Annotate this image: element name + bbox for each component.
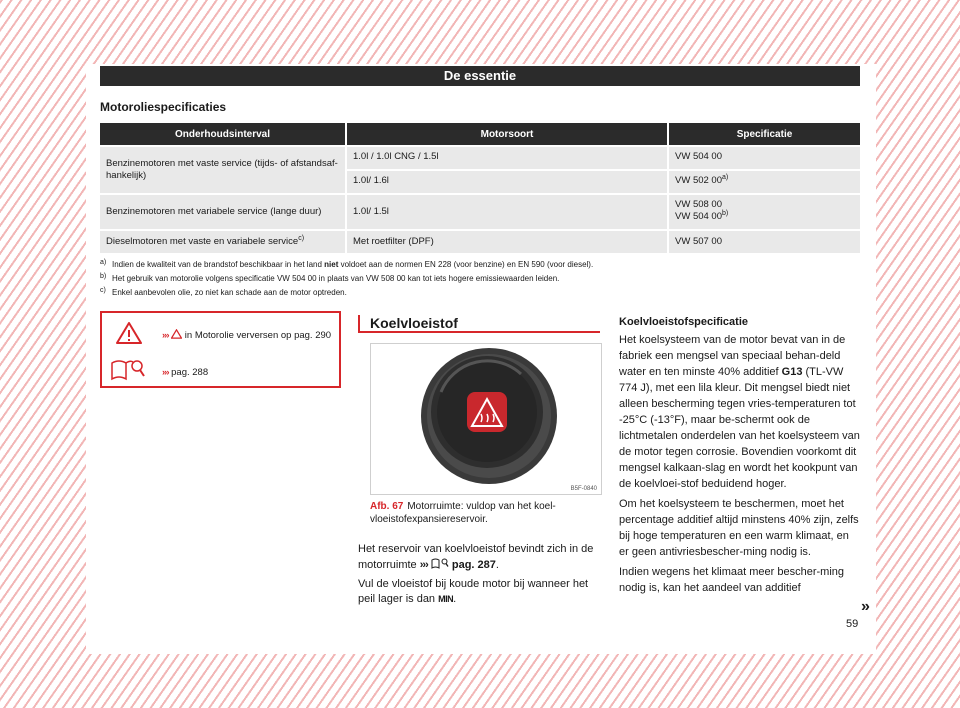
footnotes [100, 258, 860, 300]
footnote-mark: c) [100, 287, 106, 294]
figure-code: B5F-0840 [570, 486, 597, 492]
coolant-spec-section [619, 314, 861, 600]
paragraph: Vul de vloeistof bij koude motor bij wanneer het peil lager is dan MIN. [358, 578, 589, 605]
table-cell: 1.0l / 1.0l CNG / 1.5l [345, 147, 667, 169]
table-cell [100, 147, 345, 193]
footnote-mark: b) [100, 273, 107, 280]
table-cell: VW 507 00 [667, 231, 860, 253]
table-cell [667, 195, 860, 229]
footnote-ref: a) [722, 173, 729, 181]
col-header-spec: Specificatie [667, 123, 860, 145]
page-reference-link[interactable]: ››› pag. 288 [162, 367, 209, 378]
footnote [100, 272, 860, 286]
coolant-body [358, 542, 603, 611]
book-magnifier-icon [110, 357, 146, 381]
warning-triangle-icon [171, 329, 182, 339]
table-cell [100, 231, 345, 253]
footnote-ref: c) [298, 234, 305, 242]
book-magnifier-icon [431, 557, 449, 569]
footnote-text: Enkel aanbevolen olie, zo niet kan schade aan de motor optreden. [112, 288, 347, 297]
page-reference-text[interactable]: pag. 287 [451, 559, 496, 571]
footnote-text: Het gebruik van motorolie volgens specificatie VW 504 00 in plaats van VW 508 00 kan tot iets hogere emissiewaarden leiden. [112, 274, 560, 283]
paragraph: Het koelsysteem van de motor bevat van in de fabriek een mengsel van speciaal behan-deld water en ten minste 40% additief G13 (TL-VW 774 J), met een lila kleur. Dit mengsel biedt niet alleen bescherming tegen vries-temperaturen tot -25°C (-13°F), maar be-schermt ook de lichtmetalen onderdelen van het koelsysteem van de motor tegen corrosie. Bovendien voorkomt dit mengsel kalkaan-slag en wordt het kookpunt van de koelvloei-stof beduidend hoger. [619, 334, 860, 490]
table-row [100, 231, 860, 253]
page-number: 59 [846, 618, 859, 630]
table-row [100, 147, 860, 169]
footnote-ref: b) [722, 209, 729, 217]
paragraph: Indien wegens het klimaat meer bescher-ming nodig is, kan het aandeel van additief [619, 566, 845, 594]
table-cell: Benzinemotoren met variabele service (lange duur) [100, 195, 345, 229]
footnote [100, 286, 860, 300]
cell-text: VW 508 00 [675, 199, 722, 210]
warning-reference-link[interactable]: ››› in Motorolie verversen op pag. 290 [162, 330, 332, 341]
table-cell: VW 504 00 [667, 147, 860, 169]
page-reference-link[interactable]: ››› [419, 559, 428, 571]
reference-box [100, 311, 341, 388]
oil-spec-table [100, 121, 860, 255]
table-cell: 1.0l/ 1.6l [345, 171, 667, 193]
chapter-header: De essentie [100, 66, 860, 86]
footnote-mark: a) [100, 259, 107, 266]
figure-label: Afb. 67 [370, 501, 404, 512]
coolant-cap-figure [370, 343, 602, 495]
section-title: Motoroliespecificaties [100, 100, 227, 114]
table-cell: Met roetfilter (DPF) [345, 231, 667, 253]
coolant-cap-image [371, 344, 601, 494]
footnote-text: Indien de kwaliteit van de brandstof beschikbaar in het land niet voldoet aan de normen EN 228 (voor benzine) en EN 590 (voor diesel). [112, 260, 594, 269]
cell-text: Benzinemotoren met vaste service (tijds- of afstandsaf-hankelijk) [106, 158, 338, 181]
footnote [100, 258, 860, 272]
cell-text: Dieselmotoren met vaste en variabele service [106, 236, 299, 247]
cell-text: VW 502 00 [675, 175, 722, 186]
table-row [100, 195, 860, 229]
table-cell [667, 171, 860, 193]
table-header-row [100, 123, 860, 145]
coolant-spec-title: Koelvloeistofspecificatie [619, 316, 748, 328]
warning-triangle-icon [116, 321, 142, 345]
cell-text: VW 504 00 [675, 211, 722, 222]
paragraph: Het reservoir van koelvloeistof bevindt zich in de motorruimte ››› pag. 287. [358, 543, 594, 571]
continued-arrow-icon: » [861, 598, 870, 615]
paragraph: Om het koelsysteem te beschermen, moet het percentage additief altijd minstens 40% zijn, zelfs bij hoge temperaturen en een warm klimaat, en er geen antivriesbescher-ming nodig is. [619, 498, 859, 558]
col-header-engine: Motorsoort [345, 123, 667, 145]
col-header-interval: Onderhoudsinterval [100, 123, 345, 145]
table-cell: 1.0l/ 1.5l [345, 195, 667, 229]
min-mark-icon: MIN [438, 594, 454, 604]
coolant-section-title: Koelvloeistof [358, 315, 600, 333]
figure-caption: Afb. 67 Motorruimte: vuldop van het koel-vloeistofexpansiereservoir. [370, 501, 556, 525]
